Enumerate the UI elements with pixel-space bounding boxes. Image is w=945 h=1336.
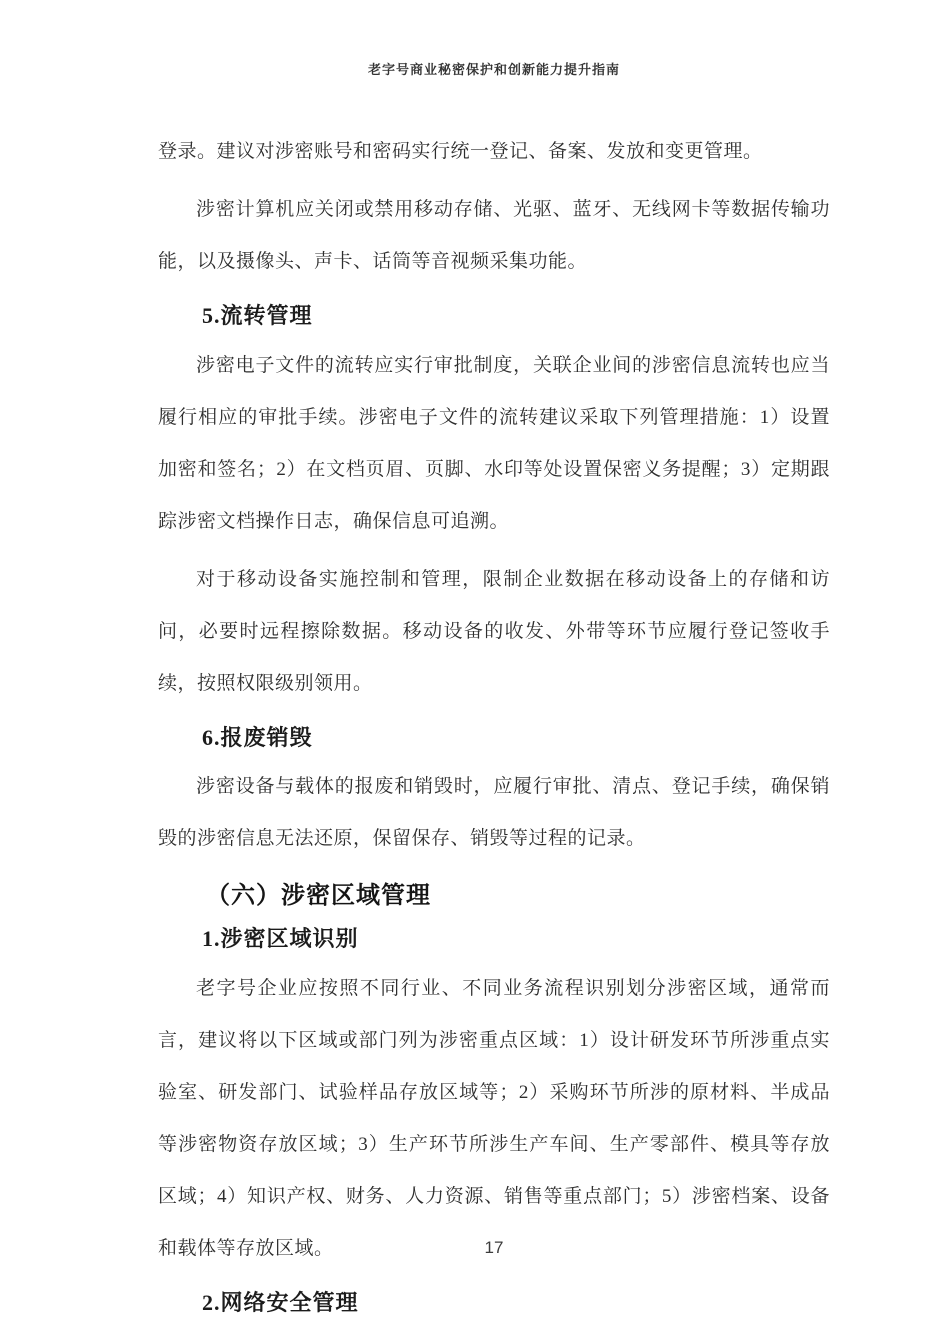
document-header-title: 老字号商业秘密保护和创新能力提升指南 (367, 62, 620, 77)
paragraph-mobile-device-control: 对于移动设备实施控制和管理，限制企业数据在移动设备上的存储和访问，必要时远程擦除数据。移动设备的收发、外带等环节应履行登记签收手续，按照权限级别领用。 (158, 568, 830, 694)
paragraph-secret-area-identification: 老字号企业应按照不同行业、不同业务流程识别划分涉密区域，通常而言，建议将以下区域或部门列为涉密重点区域：1）设计研发环节所涉重点实验室、研发部门、试验样品存放区域等；2）采购环节所涉的原材料、半成品等涉密物资存放区域；3）生产环节所涉生产车间、生产零部件、模具等存放区域；4）知识产权、财务、人力资源、销售等重点部门；5）涉密档案、设备和载体等存放区域。 (158, 977, 830, 1259)
heading-secret-area-identification: 1.涉密区域识别 (202, 926, 359, 951)
heading-circulation-management: 5.流转管理 (202, 303, 313, 328)
paragraph-computer-controls: 涉密计算机应关闭或禁用移动存储、光驱、蓝牙、无线网卡等数据传输功能，以及摄像头、声卡、话筒等音视频采集功能。 (158, 199, 830, 272)
heading-network-security-management: 2.网络安全管理 (202, 1289, 359, 1315)
paragraph-circulation-management: 涉密电子文件的流转应实行审批制度，关联企业间的涉密信息流转也应当履行相应的审批手续。涉密电子文件的流转建议采取下列管理措施：1）设置加密和签名；2）在文档页眉、页脚、水印等处设置保密义务提醒；3）定期跟踪涉密文档操作日志，确保信息可追溯。 (158, 354, 830, 532)
document-body (158, 126, 830, 1316)
page-number: 17 (484, 1238, 504, 1257)
heading-scrap-destruction: 6.报废销毁 (202, 724, 313, 750)
paragraph-login-continuation: 登录。建议对涉密账号和密码实行统一登记、备案、发放和变更管理。 (158, 141, 763, 162)
paragraph-scrap-destruction: 涉密设备与载体的报废和销毁时，应履行审批、清点、登记手续，确保销毁的涉密信息无法还原，保留保存、销毁等过程的记录。 (158, 776, 830, 849)
heading-section-six-secret-area-management: （六）涉密区域管理 (206, 883, 431, 909)
